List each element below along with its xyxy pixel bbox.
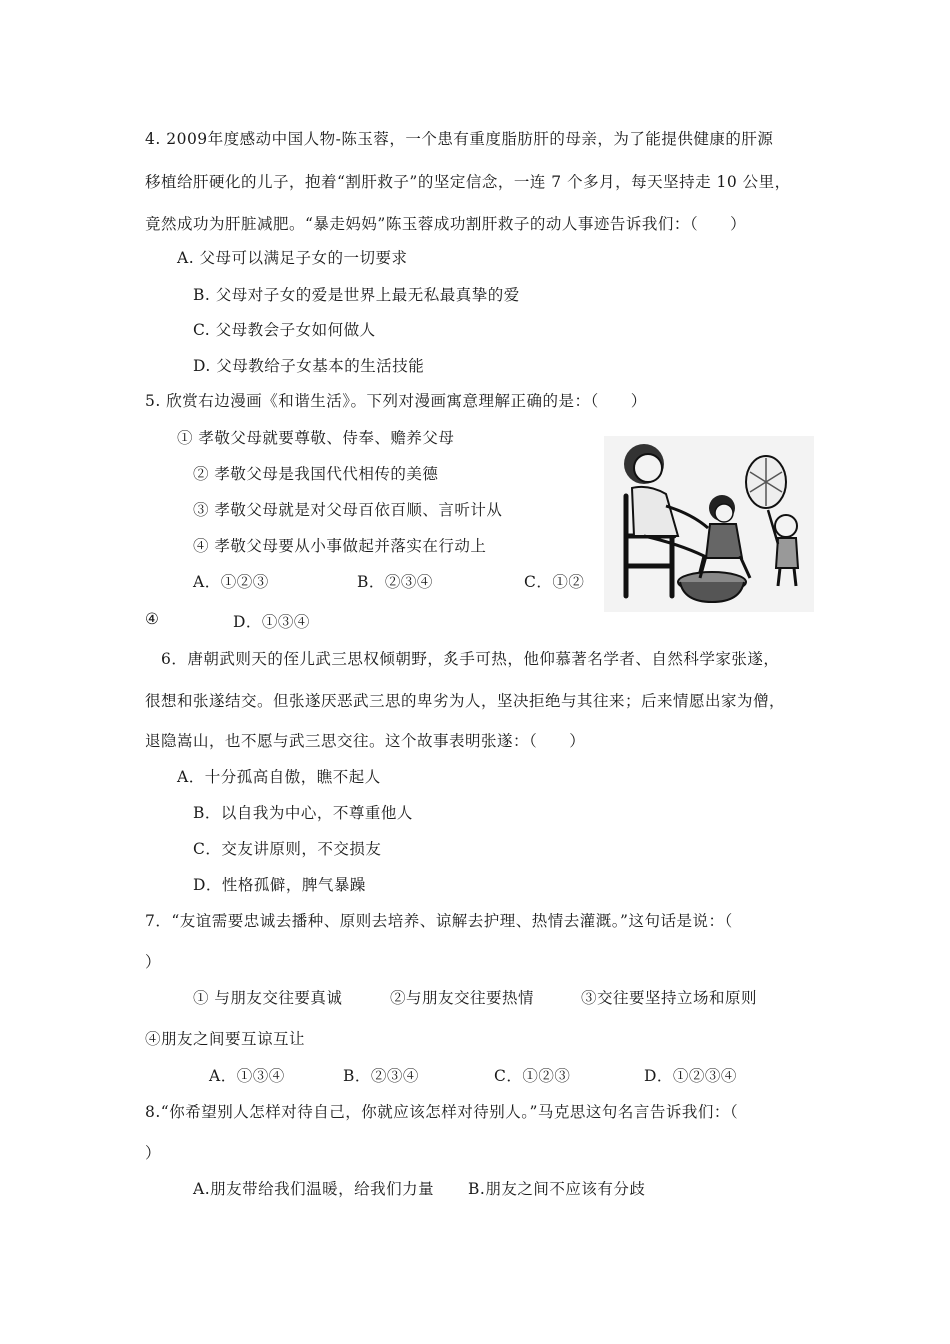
q6-stem-line-2: 很想和张遂结交。但张遂厌恶武三思的卑劣为人，坚决拒绝与其往来；后来情愿出家为僧， [145, 692, 786, 710]
q4-stem-line-2: 移植给肝硬化的儿子，抱着“割肝救子”的坚定信念，一连 7 个多月，每天坚持走 10 公里， [145, 173, 791, 191]
cartoon-drawing [604, 436, 814, 612]
q5-item-3: ③ 孝敬父母就是对父母百依百顺、言听计从 [193, 501, 503, 519]
q4-stem-line-3: 竟然成功为肝脏减肥。“暴走妈妈”陈玉蓉成功割肝救子的动人事迹告诉我们：（ ） [145, 215, 747, 233]
q7-item-3: ③交往要坚持立场和原则 [581, 989, 758, 1007]
q5-choice-d: D．①③④ [233, 613, 310, 631]
q4-option-d: D. 父母教给子女基本的生活技能 [193, 357, 425, 375]
q5-choice-c-cont: ④ [145, 610, 160, 628]
q5-item-1: ① 孝敬父母就要尊敬、侍奉、赡养父母 [177, 429, 455, 447]
q6-stem-line-1: 6．唐朝武则天的侄儿武三思权倾朝野，炙手可热，他仰慕著名学者、自然科学家张遂， [161, 650, 780, 668]
q7-item-1: ① 与朋友交往要真诚 [193, 989, 343, 1007]
q5-choice-b: B．②③④ [357, 573, 433, 591]
q7-choice-c: C．①②③ [494, 1067, 571, 1085]
q8-stem: 8.“你希望别人怎样对待自己，你就应该怎样对待别人。”马克思这句名言告诉我们：（ [145, 1103, 739, 1121]
q6-option-b: B．以自我为中心，不尊重他人 [193, 804, 413, 822]
q6-option-c: C．交友讲原则，不交损友 [193, 840, 382, 858]
q4-stem-line-1: 4. 2009年度感动中国人物-陈玉蓉，一个患有重度脂肪肝的母亲，为了能提供健康的肝源 [145, 130, 774, 148]
q5-item-4: ④ 孝敬父母要从小事做起并落实在行动上 [193, 537, 487, 555]
q7-choice-b: B．②③④ [343, 1067, 419, 1085]
q7-item-4: ④朋友之间要互谅互让 [145, 1030, 306, 1048]
q6-option-a: A．十分孤高自傲，瞧不起人 [177, 768, 381, 786]
q7-choice-d: D．①②③④ [644, 1067, 737, 1085]
q4-option-a: A. 父母可以满足子女的一切要求 [177, 249, 408, 267]
q4-option-c: C. 父母教会子女如何做人 [193, 321, 376, 339]
q7-stem-end: ） [145, 953, 162, 971]
q8-stem-end: ） [145, 1144, 162, 1162]
q6-stem-line-3: 退隐嵩山，也不愿与武三思交往。这个故事表明张遂：（ ） [145, 732, 586, 750]
q7-stem: 7．“友谊需要忠诚去播种、原则去培养、谅解去护理、热情去灌溉。”这句话是说：（ [145, 912, 733, 930]
q6-option-d: D．性格孤僻，脾气暴躁 [193, 876, 366, 894]
q8-option-a: A.朋友带给我们温暖，给我们力量 [193, 1180, 435, 1198]
q5-item-2: ② 孝敬父母是我国代代相传的美德 [193, 465, 439, 483]
q8-option-b: B.朋友之间不应该有分歧 [468, 1180, 646, 1198]
q5-choice-a: A．①②③ [193, 573, 269, 591]
q7-choice-a: A．①③④ [209, 1067, 285, 1085]
harmonious-life-cartoon [604, 436, 814, 612]
q7-item-2: ②与朋友交往要热情 [390, 989, 535, 1007]
q5-choice-c: C．①② [524, 573, 585, 591]
q5-stem: 5. 欣赏右边漫画《和谐生活》。下列对漫画寓意理解正确的是：（ ） [145, 392, 647, 410]
q4-option-b: B. 父母对子女的爱是世界上最无私最真挚的爱 [193, 286, 520, 304]
